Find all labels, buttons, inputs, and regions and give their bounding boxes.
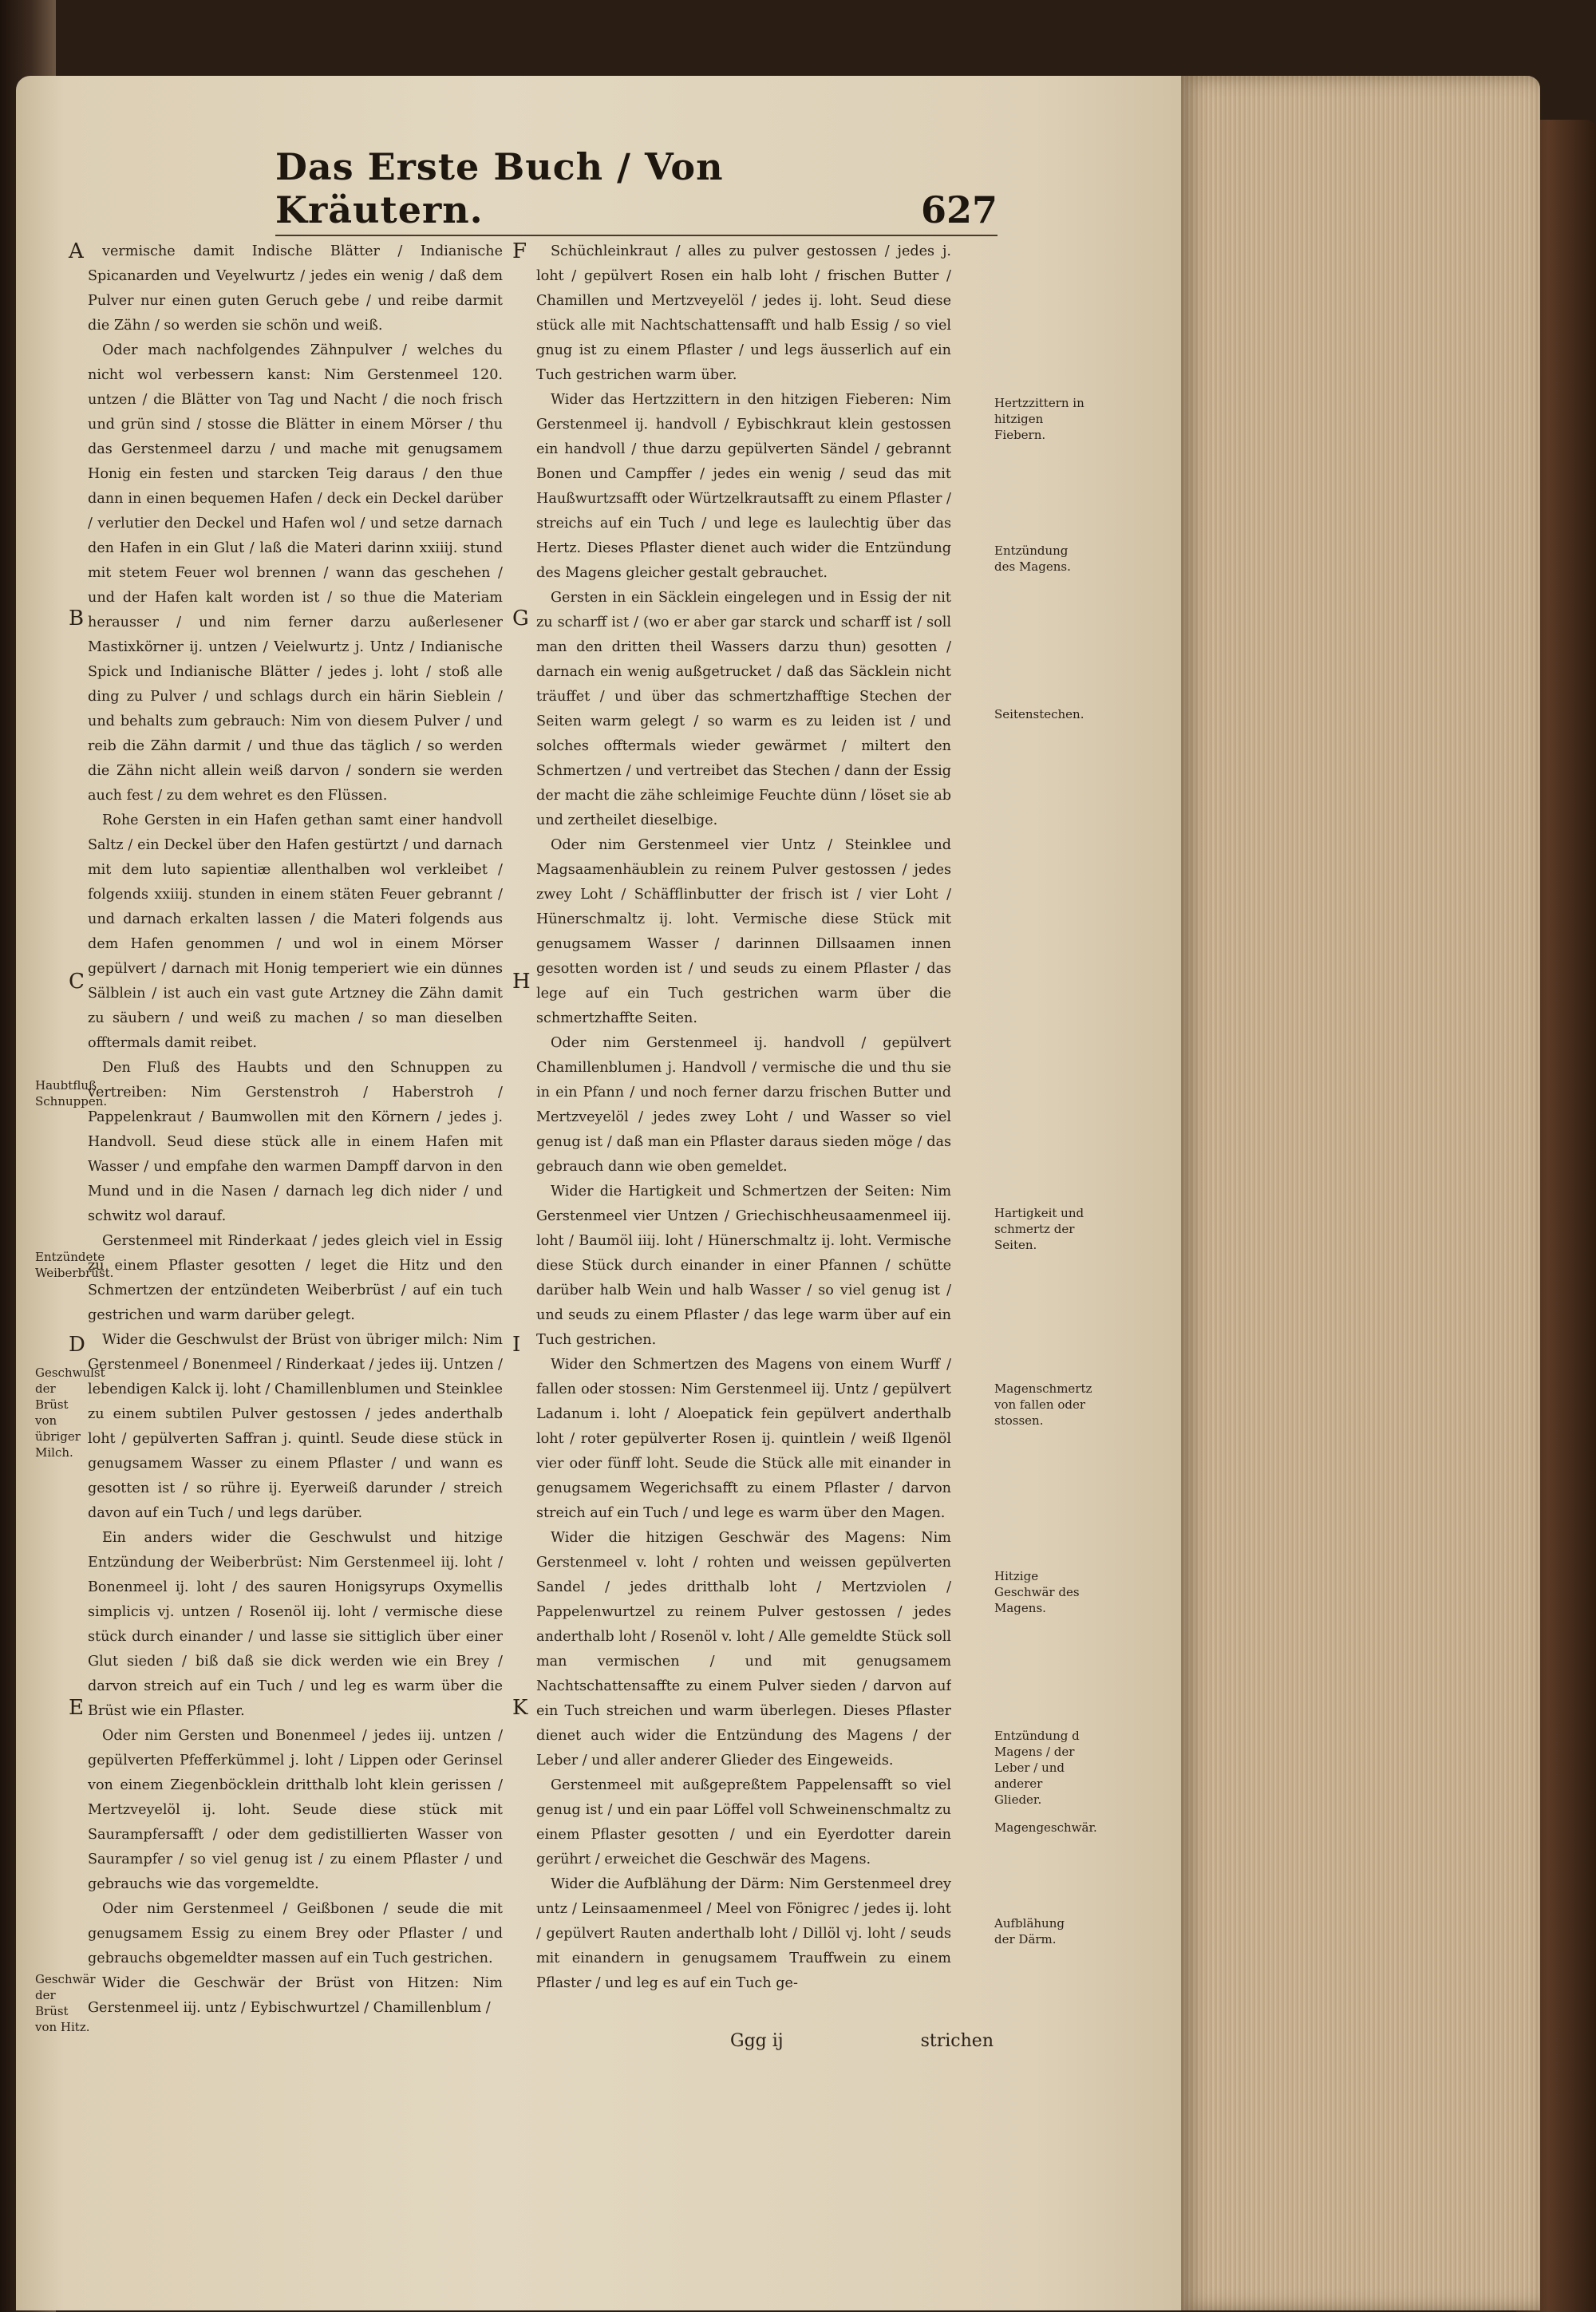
page-number: 627	[920, 188, 998, 231]
paragraph: Rohe Gersten in ein Hafen gethan samt einer handvoll Saltz / ein Deckel über den Hafen gestürtzt / und darnach mit dem luto sapientiæ allenthalben wol verkleibet / folgends xxiiij. stunden in einem stäten Feuer gebrannt / und darnach erkalten lassen / die Materi folgends aus dem Hafen genommen / und wol in einem Mörser gepülvert / darnach mit Honig temperiert wie ein dünnes Sälblein / ist auch ein vast gute Artzney die Zähn damit zu säubern / und weiß zu machen / so man dieselben offtermals damit reibet.	[88, 812, 503, 1051]
section-letter: A	[69, 239, 84, 263]
paragraph: Oder nim Gersten und Bonenmeel / jedes iij. untzen / gepülverten Pfefferkümmel j. loht / Lippen oder Gerinsel von einem Ziegenböcklein dritthalb loht klein gerissen / Mertzveyelöl ij. loht. Seude diese stück mit Saurampfersafft / oder dem gedistillierten Wasser von Saurampfer / so viel genug ist / zu einem Pflaster / und gebrauchs wie das vorgemeldte.	[88, 1728, 503, 1892]
paragraph: Oder nim Gerstenmeel ij. handvoll / gepülvert Chamillenblumen j. Handvoll / vermische die und thu sie in ein Pfann / und noch ferner darzu frischen Butter und Mertzveyelöl / jedes zwey Loht / und Wasser so viel genug ist / daß man ein Pflaster daraus sieden möge / das gebrauch dann wie oben gemeldet.	[536, 1035, 951, 1175]
paragraph: Wider die Geschwulst der Brüst von übriger milch: Nim Gerstenmeel / Bonenmeel / Rinderkaat / jedes iij. Untzen / lebendigen Kalck ij. loht / Chamillenblumen und Steinklee zu einem subtilen Pulver gestossen / jedes anderthalb loht / gepülverten Saffran j. quintl. Seude diese stück in genugsamem Wasser zu einem Pflaster / und wann es gesotten ist / so rühre ij. Eyerweiß darunder / streich davon auf ein Tuch / und legs darüber.	[88, 1332, 503, 1521]
section-letter: E	[69, 1696, 84, 1720]
section-letter: B	[69, 607, 85, 630]
paragraph: Wider die hitzigen Geschwär des Magens: Nim Gerstenmeel v. loht / rohten und weissen gepülverten Sandel / jedes dritthalb loht / Mertzviolen / Pappelenwurtzel zu reinem Pulver gestossen / jedes anderthalb loht / Rosenöl v. loht / Alle gemeldte Stück soll man vermischen / und mit genugsamem Nachtschattensaffte zu einem Pulver sieden / darvon auf ein Tuch streichen und warm überlegen. Dieses Pflaster dienet auch wider die Entzündung des Magens / der Leber / und aller anderer Glieder des Eingeweids.	[536, 1530, 951, 1769]
margin-note: Geschwär der Brüst von Hitz.	[35, 1972, 96, 2034]
page-footer	[730, 2031, 994, 2051]
margin-note: Entzündete Weiberbrüst.	[35, 1250, 114, 1280]
section-letter: K	[512, 1696, 528, 1720]
right-column	[536, 239, 951, 2035]
margin-note: Geschwulst der Brüst von übriger Milch.	[35, 1365, 105, 1460]
paragraph: Ein anders wider die Geschwulst und hitzige Entzündung der Weiberbrüst: Nim Gerstenmeel iij. loht / Bonenmeel ij. loht / des sauren Honigsyrups Oxymellis simplicis vj. untzen / Rosenöl iij. loht / vermische diese stück durch einander / und lasse sie sittiglich über einer Glut sieden / biß daß sie dick werden wie ein Brey / darvon streich auf ein Tuch / und leg es warm über die Brüst wie ein Pflaster.	[88, 1530, 503, 1719]
margin-note: Entzündung d Magens / der Leber / und anderer Glieder.	[994, 1729, 1080, 1807]
margin-note: Entzündung des Magens.	[994, 543, 1071, 574]
section-letter: H	[512, 970, 531, 994]
signature-mark: Ggg ij	[730, 2031, 784, 2051]
margin-note: Hitzige Geschwär des Magens.	[994, 1569, 1080, 1615]
margin-note: Magengeschwär.	[994, 1820, 1097, 1835]
margin-note: Hertzzittern in hitzigen Fiebern.	[994, 396, 1084, 442]
paragraph: vermische damit Indische Blätter / Indianische Spicanarden und Veyelwurtz / jedes ein wenig / daß dem Pulver nur einen guten Geruch gebe / und reibe darmit die Zähn / so werden sie schön und weiß.	[88, 243, 503, 334]
paragraph: Wider die Geschwär der Brüst von Hitzen: Nim Gerstenmeel iij. untz / Eybischwurtzel / Chamillenblum /	[88, 1975, 503, 2016]
paragraph: Gerstenmeel mit außgepreßtem Pappelensafft so viel genug ist / und ein paar Löffel voll Schweinenschmaltz zu einem Pflaster gesotten / und ein Eyerdotter darein gerührt / erweichet die Geschwär des Magens.	[536, 1777, 951, 1867]
paragraph: Oder nim Gerstenmeel vier Untz / Steinklee und Magsaamenhäublein zu reinem Pulver gestossen / jedes zwey Loht / Schäfflinbutter der frisch ist / vier Loht / Hünerschmaltz ij. loht. Vermische diese Stück mit genugsamem Wasser / darinnen Dillsaamen innen gesotten worden ist / und seuds zu einem Pflaster / das lege auf ein Tuch gestrichen warm über die schmertzhaffte Seiten.	[536, 837, 951, 1026]
paragraph: Gersten in ein Säcklein eingelegen und in Essig der nit zu scharff ist / (wo er aber gar starck und scharff ist / soll man den dritten theil Wassers darzu thun) gesotten / darnach ein wenig außgetrucket / daß das Säcklein nicht träuffet / und über das schmertzhafftige Stechen der Seiten warm gelegt / so warm es zu leiden ist / und solches offtermals wieder gewärmet / miltert den Schmertzen / und vertreibet das Stechen / dann der Essig der macht die zähe schleimige Feuchte dünn / löset sie ab und zertheilet dieselbige.	[536, 590, 951, 828]
paragraph: Wider den Schmertzen des Magens von einem Wurff / fallen oder stossen: Nim Gerstenmeel iij. Untz / gepülvert Ladanum i. loht / Aloepatick fein gepülvert anderthalb loht / roter gepülverter Rosen ij. quintlein / weiß Ilgenöl vier oder fünff loht. Seude die Stück alle mit einander in genugsamem Wegerichsafft zu einem Pflaster / darvon streich auf ein Tuch / und lege es warm über den Magen.	[536, 1357, 951, 1521]
margin-note: Magenschmertz von fallen oder stossen.	[994, 1381, 1092, 1428]
paragraph: Wider das Hertzzittern in den hitzigen Fieberen: Nim Gerstenmeel ij. handvoll / Eybischkraut klein gestossen ein handvoll / thue darzu gepülverten Sändel / gebrannt Bonen und Campffer / jedes ein wenig / seud das mit Haußwurtzsafft oder Würtzelkrautsafft zu einem Pflaster / streichs auf ein Tuch / und lege es laulechtig über das Hertz. Dieses Pflaster dienet auch wider die Entzündung des Magens gleicher gestalt gebrauchet.	[536, 392, 951, 581]
paragraph: Schüchleinkraut / alles zu pulver gestossen / jedes j. loht / gepülvert Rosen ein halb loht / frischen Butter / Chamillen und Mertzveyelöl / jedes ij. loht. Seud diese stück alle mit Nachtschattensafft und halb Essig / so viel gnug ist zu einem Pflaster / und legs äusserlich auf ein Tuch gestrichen warm über.	[536, 243, 951, 383]
section-letter: I	[512, 1333, 521, 1357]
paragraph: Oder nim Gerstenmeel / Geißbonen / seude die mit genugsamem Essig zu einem Brey oder Pflaster / und gebrauchs obgemeldter massen auf ein Tuch gestrichen.	[88, 1901, 503, 1966]
section-letter: D	[69, 1333, 85, 1357]
catchword: strichen	[920, 2031, 994, 2051]
section-letter: G	[512, 607, 529, 630]
paragraph: Oder mach nachfolgendes Zähnpulver / welches du nicht wol verbessern kanst: Nim Gerstenmeel 120. untzen / die Blätter von Tag und Nacht / die noch frisch und grün sind / stosse die Blätter in einem Mörser / thu das Gerstenmeel darzu / und mache mit genugsamem Honig ein festen und starcken Teig daraus / den thue dann in einen bequemen Hafen / deck ein Deckel darüber / verlutier den Deckel und Hafen wol / und setze darnach den Hafen in ein Glut / laß die Materi darinn xxiiij. stund mit stetem Feuer wol brennen / wann das geschehen / und der Hafen kalt worden ist / so thue die Materiam herausser / und nim ferner darzu außerlesener Mastixkörner ij. untzen / Veielwurtz j. Untz / Indianische Spick und Indianische Blätter / jedes j. loht / stoß alle ding zu Pulver / und schlags durch ein härin Sieblein / und behalts zum gebrauch: Nim von diesem Pulver / und reib die Zähn darmit / und thue das täglich / so werden die Zähn nicht allein weiß darvon / sondern sie werden auch fest / zu dem wehret es den Flüssen.	[88, 342, 503, 804]
paragraph: Den Fluß des Haubts und den Schnuppen zu vertreiben: Nim Gerstenstroh / Haberstroh / Pappelenkraut / Baumwollen mit den Körnern / jedes j. Handvoll. Seud diese stück alle in einem Hafen mit Wasser / und empfahe den warmen Dampff darvon in den Mund und in die Nasen / darnach leg dich nider / und schwitz wol darauf.	[88, 1060, 503, 1224]
margin-note: Haubtfluß Schnuppen.	[35, 1078, 108, 1109]
section-letter: F	[512, 239, 527, 263]
paragraph: Wider die Hartigkeit und Schmertzen der Seiten: Nim Gerstenmeel vier Untzen / Griechischheusaamenmeel iij. loht / Baumöl iiij. loht / Hünerschmaltz ij. loht. Vermische diese Stück durch einander in einer Pfannen / schütte darüber halb Wein und halb Wasser / so viel genug ist / und seuds zu einem Pflaster / das lege warm über auf ein Tuch gestrichen.	[536, 1184, 951, 1348]
paragraph: Gerstenmeel mit Rinderkaat / jedes gleich viel in Essig zu einem Pflaster gesotten / leget die Hitz und den Schmertzen der entzündeten Weiberbrüst / auf ein tuch gestrichen und warm darüber gelegt.	[88, 1233, 503, 1323]
section-letter: C	[69, 970, 85, 994]
running-head-title: Das Erste Buch / Von Kräutern.	[275, 145, 724, 231]
margin-note: Hartigkeit und schmertz der Seiten.	[994, 1206, 1084, 1252]
margin-note: Aufblähung der Därm.	[994, 1916, 1065, 1946]
paragraph: Wider die Aufblähung der Därm: Nim Gerstenmeel drey untz / Leinsaamenmeel / Meel von Fönigrec / jedes ij. loht / gepülvert Rauten anderthalb loht / Dillöl vj. loht / seuds mit einandern in genugsamem Trauffwein zu einem Pflaster / und leg es auf ein Tuch ge-	[536, 1876, 951, 1991]
page-edges	[1181, 76, 1540, 2310]
left-column	[88, 239, 503, 2035]
margin-note: Seitenstechen.	[994, 707, 1084, 721]
running-head	[275, 145, 998, 236]
